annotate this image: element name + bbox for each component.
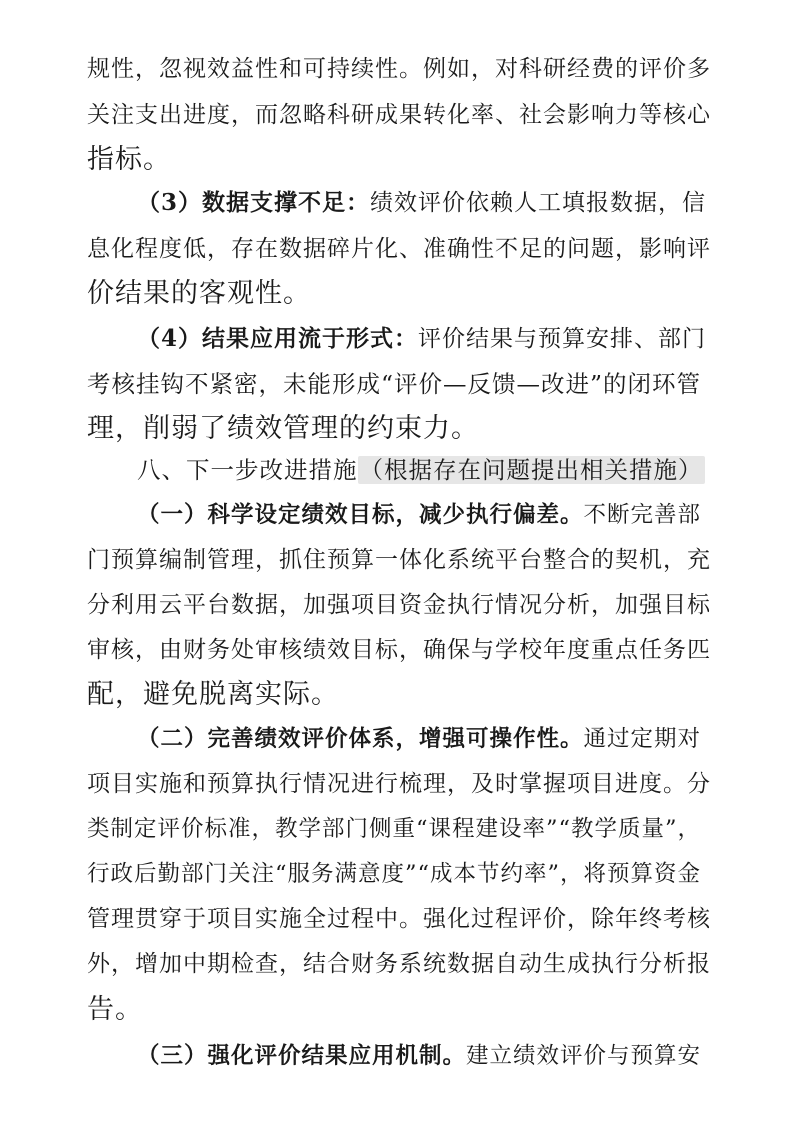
- paragraph-line: 管理贯穿于项目实施全过程中。强化过程评价，除年终考核: [87, 906, 711, 932]
- paragraph-line: [137, 322, 706, 356]
- item-heading: （一）科学设定绩效目标，减少执行偏差。: [137, 502, 584, 528]
- paragraph-line: 配，避免脱离实际。: [87, 679, 339, 710]
- paragraph-line: 项目实施和预算执行情况进行梳理，及时掌握项目进度。分: [87, 771, 711, 797]
- paragraph-line: 理，削弱了绩效管理的约束力。: [87, 413, 479, 444]
- section-heading: [137, 453, 705, 487]
- paragraph-line: 关注支出进度，而忽略科研成果转化率、社会影响力等核心: [87, 102, 711, 128]
- item-text: 不断完善部: [583, 502, 702, 528]
- paragraph-line: 类制定评价标准，教学部门侧重“课程建设率”“教学质量”，: [87, 816, 702, 842]
- paragraph-line: 价结果的客观性。: [87, 278, 311, 309]
- item-text: 评价结果与预算安排、部门: [418, 326, 707, 352]
- item-heading: （三）强化评价结果应用机制。: [137, 1043, 467, 1069]
- paragraph-line: 告。: [87, 994, 143, 1025]
- item-heading: （3）数据支撑不足：: [137, 189, 371, 216]
- paragraph-line: [137, 1039, 701, 1073]
- item-heading: （4）结果应用流于形式：: [137, 325, 419, 352]
- paragraph-line: 行政后勤部门关注“服务满意度”“成本节约率”，将预算资金: [87, 861, 702, 887]
- paragraph-line: [137, 722, 701, 756]
- item-text: 绩效评价依赖人工填报数据，信: [370, 190, 707, 216]
- highlighted-note: （根据存在问题提出相关措施）: [359, 456, 703, 484]
- paragraph-line: 考核挂钩不紧密，未能形成“评价—反馈—改进”的闭环管: [87, 370, 702, 398]
- paragraph-line: [137, 498, 701, 532]
- item-heading: （二）完善绩效评价体系，增强可操作性。: [137, 726, 584, 752]
- paragraph-line: 门预算编制管理，抓住预算一体化系统平台整合的契机，充: [87, 547, 711, 573]
- paragraph-line: 规性，忽视效益性和可持续性。例如，对科研经费的评价多: [87, 56, 711, 82]
- paragraph-line: 分利用云平台数据，加强项目资金执行情况分析，加强目标: [87, 592, 711, 618]
- paragraph-line: 外，增加中期检查，结合财务系统数据自动生成执行分析报: [87, 951, 711, 977]
- paragraph-line: 指标。: [87, 144, 171, 175]
- paragraph-line: 审核，由财务处审核绩效目标，确保与学校年度重点任务匹: [87, 637, 711, 663]
- paragraph-line: [137, 186, 706, 220]
- paragraph-line: 息化程度低，存在数据碎片化、准确性不足的问题，影响评: [87, 236, 711, 262]
- section-title: 八、下一步改进措施: [137, 456, 358, 484]
- item-text: 通过定期对: [583, 726, 702, 752]
- item-text: 建立绩效评价与预算安: [466, 1043, 702, 1069]
